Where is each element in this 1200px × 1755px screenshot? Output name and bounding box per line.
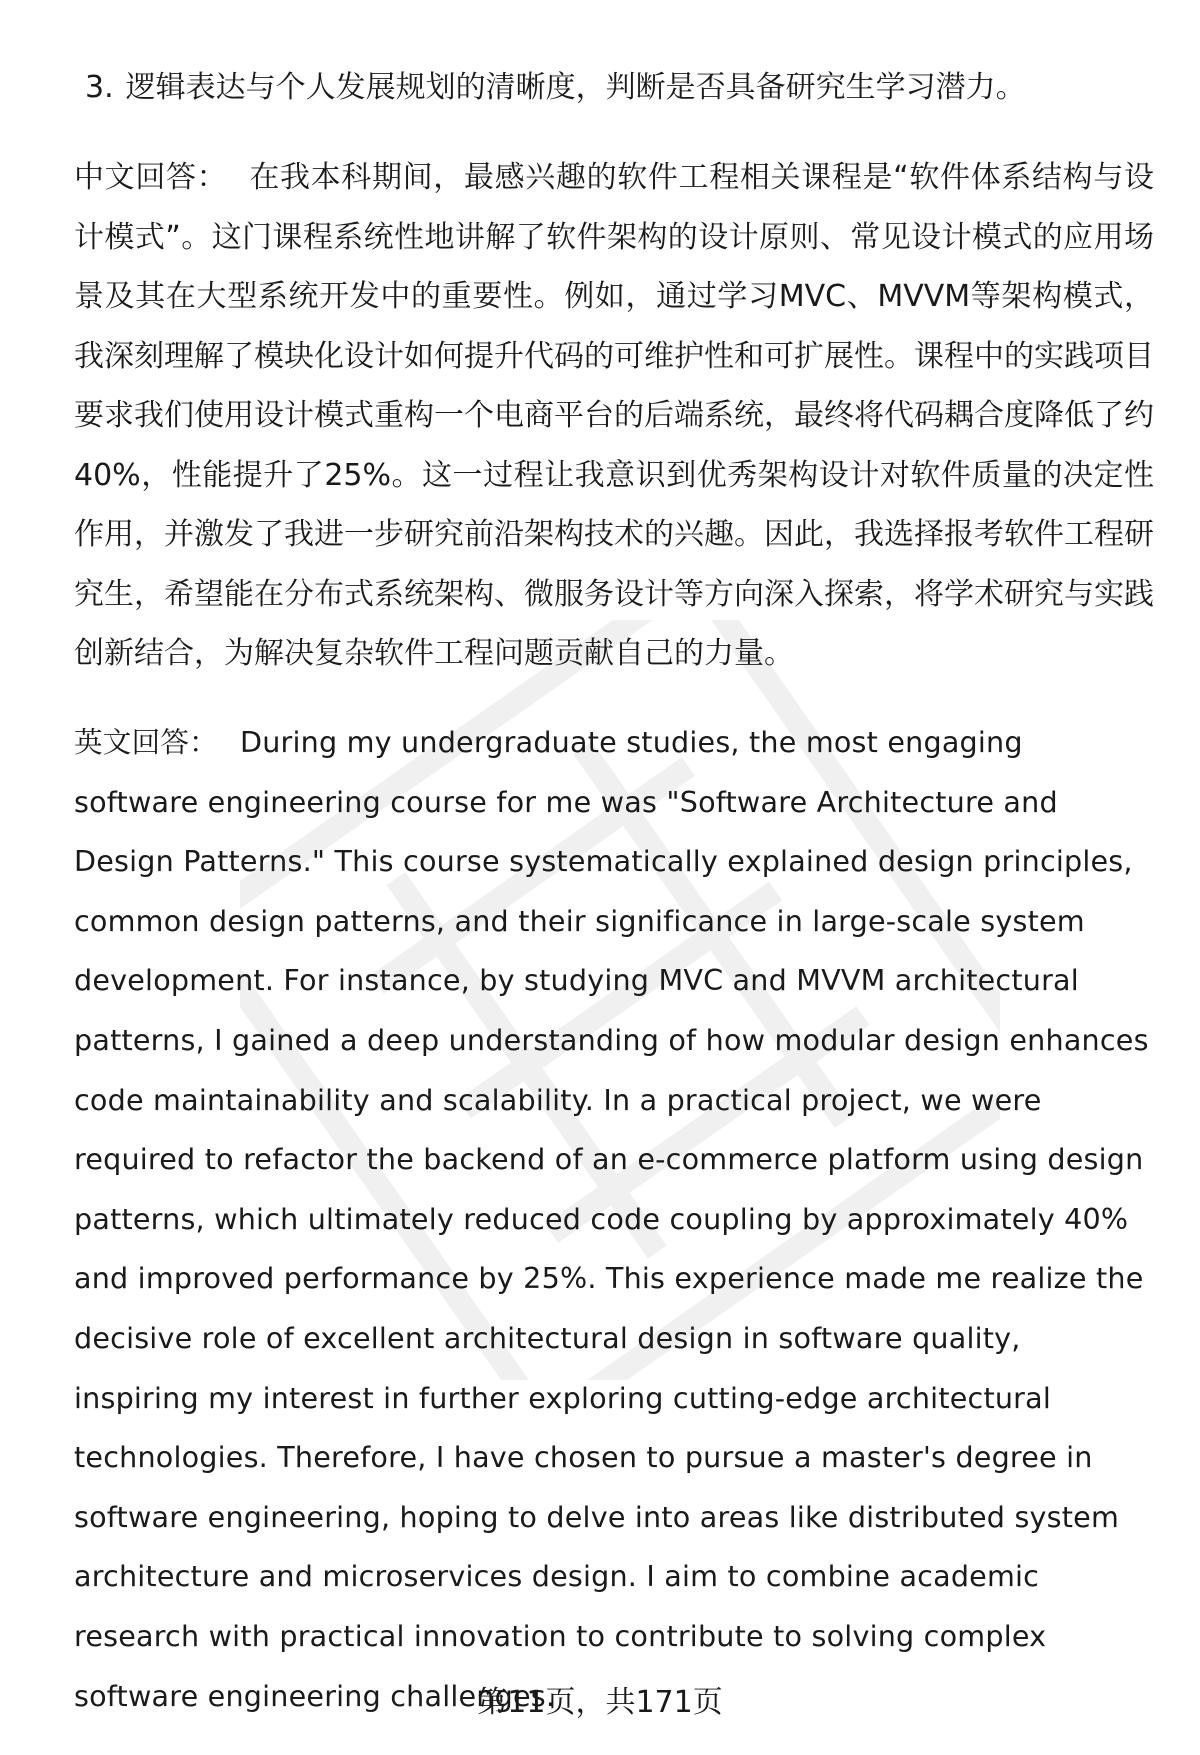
criteria-item-text: 逻辑表达与个人发展规划的清晰度，判断是否具备研究生学习潜力。 bbox=[125, 70, 1026, 105]
chinese-answer-paragraph bbox=[74, 148, 1154, 684]
english-answer-text: During my undergraduate studies, the most engaging software engineering course for me was "Software Architecture and Design Patterns." This course systematically explained design principles, common design patterns, and their significance in large-scale system development. For instance, by studying MVC and MVVM architectural patterns, I gained a deep understanding of how modular design enhances code maintainability and scalability. In a practical project, we were required to refactor the backend of an e-commerce platform using design patterns, which ultimately reduced code coupling by approximately 40% and improved performance by 25%. This experience made me realize the decisive role of excellent architectural design in software quality, inspiring my interest in further exploring cutting-edge architectural technologies. Therefore, I have chosen to pursue a master's degree in software engineering, hoping to delve into areas like distributed system architecture and microservices design. I aim to combine academic research with practical innovation to contribute to solving complex software engineering challenges. bbox=[74, 725, 1149, 1713]
english-answer-label: 英文回答： bbox=[74, 725, 218, 759]
criteria-item-number: 3. bbox=[85, 70, 114, 105]
page-number-footer: 第11页，共171页 bbox=[477, 1685, 723, 1720]
chinese-answer-text: 在我本科期间，最感兴趣的软件工程相关课程是“软件体系结构与设计模式”。这门课程系统性地讲解了软件架构的设计原则、常见设计模式的应用场景及其在大型系统开发中的重要性。例如，通过学习MVC、MVVM等架构模式，我深刻理解了模块化设计如何提升代码的可维护性和可扩展性。课程中的实践项目要求我们使用设计模式重构一个电商平台的后端系统，最终将代码耦合度降低了约40%，性能提升了25%。这一过程让我意识到优秀架构设计对软件质量的决定性作用，并激发了我进一步研究前沿架构技术的兴趣。因此，我选择报考软件工程研究生，希望能在分布式系统架构、微服务设计等方向深入探索，将学术研究与实践创新结合，为解决复杂软件工程问题贡献自己的力量。 bbox=[74, 160, 1155, 671]
criteria-item-3 bbox=[85, 58, 1145, 118]
english-answer-paragraph bbox=[74, 713, 1154, 1726]
chinese-answer-label: 中文回答： bbox=[74, 160, 228, 195]
